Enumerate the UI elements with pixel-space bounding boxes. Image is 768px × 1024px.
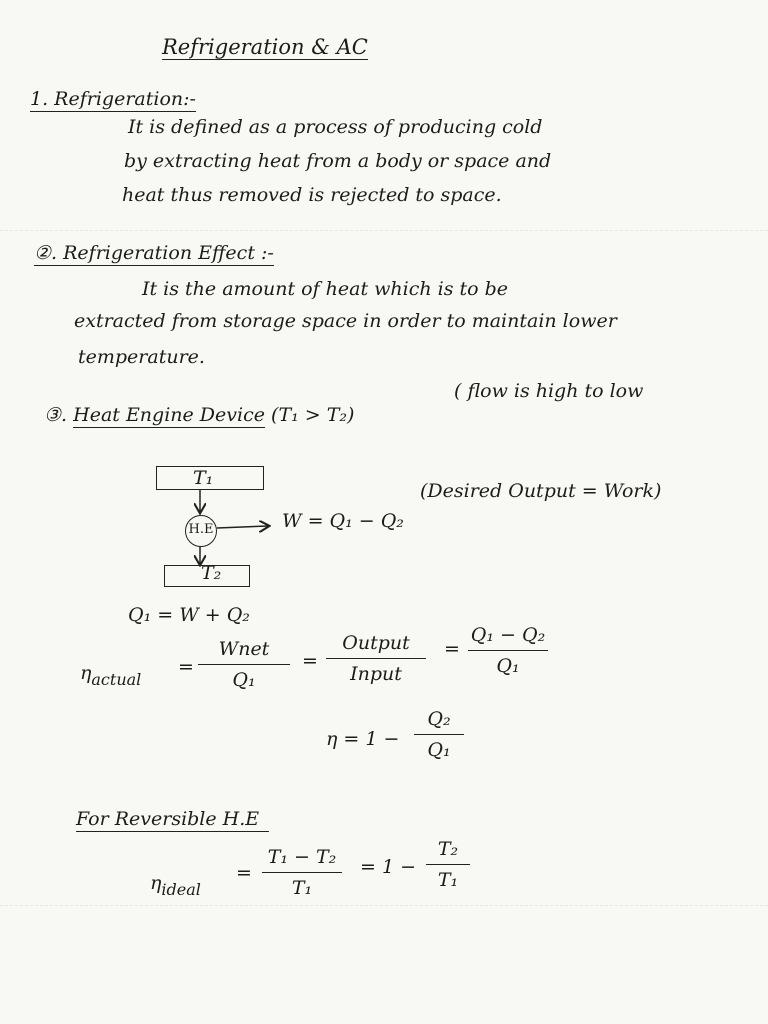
work-arrow [217,526,268,528]
frac-den: T₁ [437,869,459,891]
page-title: Refrigeration & AC [162,35,368,59]
equals-1: = [178,656,194,678]
frac-bar [326,658,426,659]
frac-den: Q₁ [427,739,451,761]
fraction-t2-t1 [426,838,470,891]
section1-line-3: heat thus removed is rejected to space. [122,184,502,206]
frac-bar [426,864,470,865]
section1-line-2: by extracting heat from a body or space and [124,150,552,172]
eta-actual-subscript: actual [91,670,142,689]
eta-symbol: η [150,872,162,894]
frac-num: Wnet [218,638,270,660]
fraction-output-input [326,632,426,685]
heat-engine-label: H.E [188,522,214,537]
eta-ideal-mid: = 1 − [360,856,417,878]
eta-actual-lhs [80,662,142,689]
eta-simple-lhs: η = 1 − [326,728,400,750]
section1-heading-text: 1. Refrigeration:- [30,88,196,110]
frac-den: Q₁ [496,655,520,677]
section3-note: ( flow is high to low [454,380,644,402]
work-note: (Desired Output = Work) [420,480,662,502]
q1-equation: Q₁ = W + Q₂ [128,604,250,626]
work-equation: W = Q₁ − Q₂ [282,510,404,532]
eta-ideal-lhs [150,872,201,899]
frac-bar [414,734,464,735]
frac-num: Q₂ [427,708,451,730]
frac-bar [198,664,290,665]
equals-3: = [444,638,460,660]
frac-bar [468,650,548,651]
frac-den: Input [350,663,402,685]
frac-den: Q₁ [232,669,256,691]
equals-2: = [302,650,318,672]
equals-4: = [236,862,252,884]
eta-ideal-subscript: ideal [161,880,201,899]
fraction-q1-minus-q2 [468,624,548,677]
section3-condition: (T₁ > T₂) [271,404,355,426]
section1-line-1: It is defined as a process of producing cold [128,116,543,138]
frac-num: T₂ [437,838,459,860]
section2-line-3: temperature. [78,346,205,368]
frac-num: Q₁ − Q₂ [470,624,546,646]
frac-num: Output [342,632,410,654]
frac-num: T₁ − T₂ [267,846,337,868]
section3-heading: Heat Engine Device [73,404,265,426]
eta-symbol: η [80,662,92,684]
fraction-q2-q1 [414,708,464,761]
section3-number: ③. [44,404,68,426]
section2-heading-text: ②. Refrigeration Effect :- [34,242,274,264]
t1-label: T₁ [193,467,214,489]
section4-heading-text: For Reversible H.E [76,808,269,832]
section4-heading [76,808,269,830]
section2-line-1: It is the amount of heat which is to be [142,278,509,300]
t2-label: T₂ [201,562,222,584]
fraction-t1-minus-t2 [262,846,342,899]
frac-den: T₁ [291,877,313,899]
frac-bar [262,872,342,873]
fraction-wnet-q1 [198,638,290,691]
section2-line-2: extracted from storage space in order to maintain lower [74,310,617,332]
